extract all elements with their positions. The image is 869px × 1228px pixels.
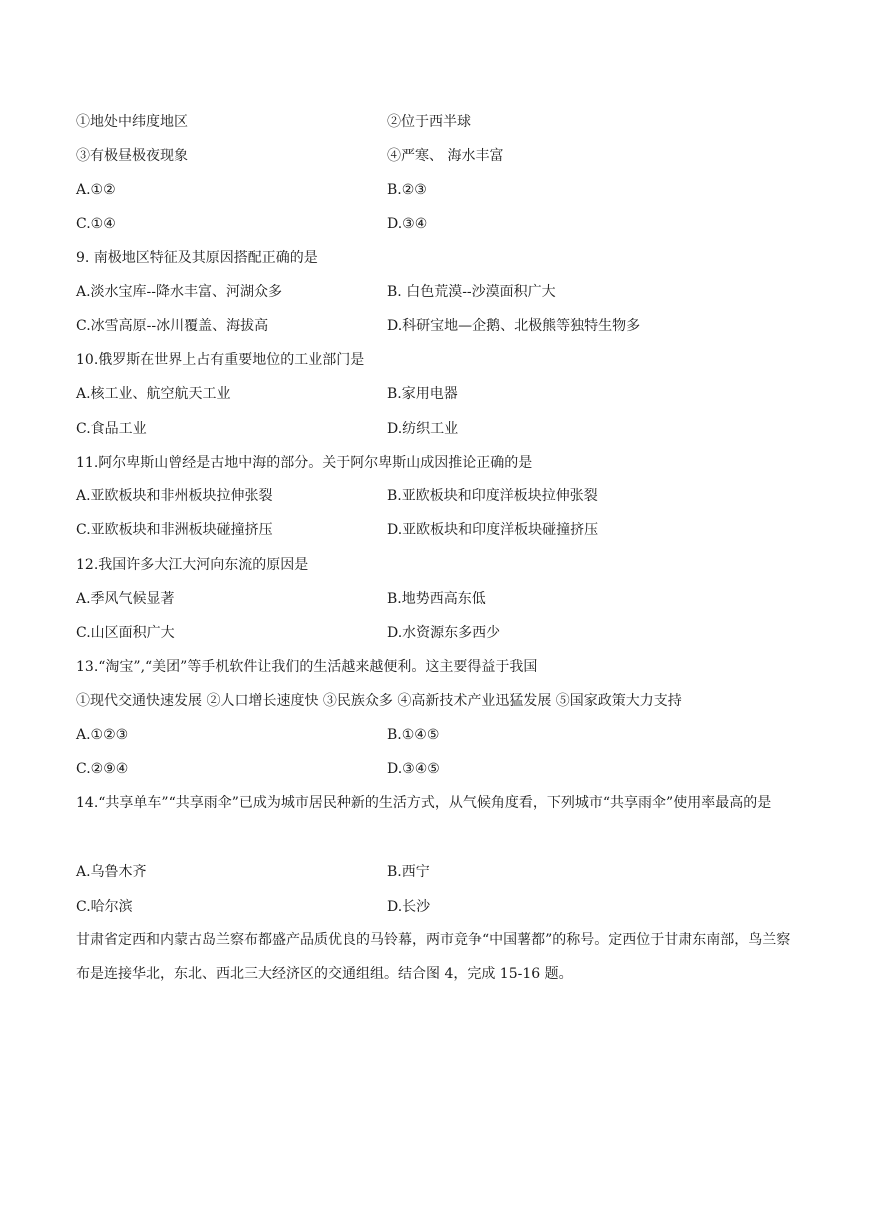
option-c: C.食品工业 [76,421,147,437]
option-a: A.亚欧板块和非州板块拉伸张裂 [76,488,273,504]
q14-options-ab [76,862,796,882]
option-a: A.淡水宝库--降水丰富、河湖众多 [76,284,283,300]
q14-options-cd [76,897,796,917]
statement-row-1 [76,112,796,132]
option-d: D.纺织工业 [387,421,459,437]
question-13: 13.“淘宝”,“美团”等手机软件让我们的生活越来越便利。这主要得益于我国 [76,659,538,675]
q9-options-ab [76,282,796,302]
option-c: C.②⑨④ [76,761,129,777]
option-d: D.长沙 [387,899,431,915]
q13-options-ab [76,725,796,745]
statement-2: ②位于西半球 [387,114,471,130]
question-12: 12.我国许多大江大河向东流的原因是 [76,557,309,573]
question-11: 11.阿尔卑斯山曾经是古地中海的部分。关于阿尔卑斯山成因推论正确的是 [76,455,533,471]
q13-options-cd [76,759,796,779]
question-9: 9. 南极地区特征及其原因搭配正确的是 [76,250,318,266]
option-b: B.地势西高东低 [387,591,486,607]
option-b: B. 白色荒漠--沙漠面积广大 [387,284,556,300]
statement-3: ③有极昼极夜现象 [76,148,188,164]
option-a: A.①② [76,182,116,198]
option-d: D.水资源东多西少 [387,625,501,641]
statement-1: ①地处中纬度地区 [76,114,188,130]
option-d: D.③④⑤ [387,761,440,777]
option-c: C.①④ [76,216,116,232]
option-d: D.亚欧板块和印度洋板块碰撞挤压 [387,522,599,538]
question-14: 14.“共享单车”“共享雨伞”已成为城市居民种新的生活方式，从气候角度看，下列城市“共享雨伞”使用率最高的是 [76,795,772,811]
q12-options-cd [76,623,796,643]
option-b: B.亚欧板块和印度洋板块拉伸张裂 [387,488,598,504]
q12-options-ab [76,589,796,609]
option-a: A.季风气候显著 [76,591,175,607]
option-c: C.山区面积广大 [76,625,175,641]
option-a: A.①②③ [76,727,129,743]
option-d: D.科研宝地—企鹅、北极熊等独特生物多 [387,318,641,334]
option-c: C.冰雪高原--冰川覆盖、海拔高 [76,318,269,334]
option-b: B.①④⑤ [387,727,440,743]
q9-options-cd [76,316,796,336]
option-b: B.②③ [387,182,427,198]
q10-options-ab [76,384,796,404]
q10-options-cd [76,419,796,439]
q11-options-cd [76,520,796,540]
option-c: C.哈尔滨 [76,899,133,915]
q8-options-ab [76,180,796,200]
q11-options-ab [76,486,796,506]
option-c: C.亚欧板块和非洲板块碰撞挤压 [76,522,273,538]
option-a: A.乌鲁木齐 [76,864,147,880]
option-b: B.家用电器 [387,386,458,402]
statement-row-2 [76,146,796,166]
q13-statements: ①现代交通快速发展 ②人口增长速度快 ③民族众多 ④高新技术产业迅猛发展 ⑤国家政策大力支持 [76,693,682,709]
statement-4: ④严寒、 海水丰富 [387,148,504,164]
option-b: B.西宁 [387,864,430,880]
option-d: D.③④ [387,216,428,232]
reading-passage: 甘肃省定西和内蒙古岛兰察布都盛产品质优良的马铃幕，两市竞争“中国薯都”的称号。定西位于甘肃东南部，鸟兰察布是连接华北，东北、西北三大经济区的交通组组。结合图 4，完成 15-16 题。 [76,932,791,982]
q8-options-cd [76,214,796,234]
option-a: A.核工业、航空航天工业 [76,386,231,402]
question-10: 10.俄罗斯在世界上占有重要地位的工业部门是 [76,352,365,368]
